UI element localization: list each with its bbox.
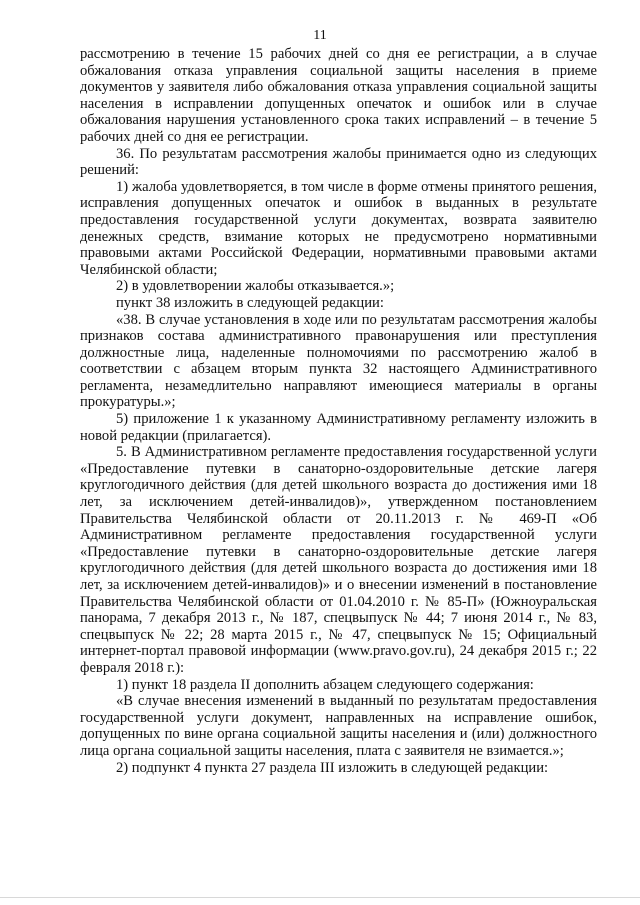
page-number: 11: [313, 28, 327, 43]
paragraph: пункт 38 изложить в следующей редакции:: [116, 294, 384, 311]
paragraph: 2) подпункт 4 пункта 27 раздела III изложить в следующей редакции:: [116, 759, 549, 776]
paragraph: рассмотрению в течение 15 рабочих дней со дня ее регистрации, а в случае обжалования отказа управления социальной защиты населения в приеме документов у заявителя либо обжалования отказа управления социальной защиты населения в исправлении допущенных опечаток и ошибок или в случае обжалования нарушения установленного срока таких исправлений – в течение 5 рабочих дней со дня ее регистрации.: [80, 46, 597, 145]
paragraph: «38. В случае установления в ходе или по результатам рассмотрения жалобы признаков состава административного правонарушения или преступления должностные лица, наделенные полномочиями по рассмотрению жалоб в соответствии с абзацем вторым пункта 32 настоящего Административного регламента, незамедлительно направляют имеющиеся материалы в органы прокуратуры.»;: [80, 311, 597, 411]
paragraph: 1) жалоба удовлетворяется, в том числе в форме отмены принятого решения, исправления допущенных опечаток и ошибок в выданных в результате предоставления государственной услуги документах, возврата заявителю денежных средств, взимание которых не предусмотрено нормативными правовыми актами Российской Федерации, нормативными правовыми актами Челябинской области;: [80, 178, 597, 278]
paragraph: 5) приложение 1 к указанному Административному регламенту изложить в новой редакции (прилагается).: [80, 411, 597, 444]
paragraph: 5. В Административном регламенте предоставления государственной услуги «Предоставление путевки в санаторно-оздоровительные детские лагеря круглогодичного действия (для детей школьного возраста до достижения ими 18 лет, за исключением детей-инвалидов)», утвержденном постановлением Правительства Челябинской области от 20.11.2013 г. № 469-П «Об Административном регламенте предоставления государственной услуги «Предоставление путевки в санаторно-оздоровительные детские лагеря круглогодичного действия (для детей школьного возраста до достижения ими 18 лет, за исключением детей-инвалидов)» и о внесении изменений в постановление Правительства Челябинской области от 01.04.2010 г. № 85-П» (Южноуральская панорама, 7 декабря 2013 г., № 187, спецвыпуск № 44; 7 июня 2014 г., № 83, спецвыпуск № 22; 28 марта 2015 г., № 47, спецвыпуск № 15; Официальный интернет-портал правовой информации (www.pravo.gov.ru), 24 декабря 2015 г.; 22 февраля 2018 г.):: [80, 444, 597, 676]
paragraph: 2) в удовлетворении жалобы отказывается.»;: [116, 278, 395, 295]
document-body: [80, 46, 597, 776]
paragraph: «В случае внесения изменений в выданный по результатам предоставления государственной услуги документ, направленных на исправление ошибок, допущенных по вине органа социальной защиты населения и (или) должностного лица органа социальной защиты населения, плата с заявителя не взимается.»;: [80, 693, 597, 759]
page-bottom-edge: [0, 897, 640, 898]
paragraph: 1) пункт 18 раздела II дополнить абзацем следующего содержания:: [116, 676, 534, 693]
paragraph: 36. По результатам рассмотрения жалобы принимается одно из следующих решений:: [80, 145, 597, 179]
